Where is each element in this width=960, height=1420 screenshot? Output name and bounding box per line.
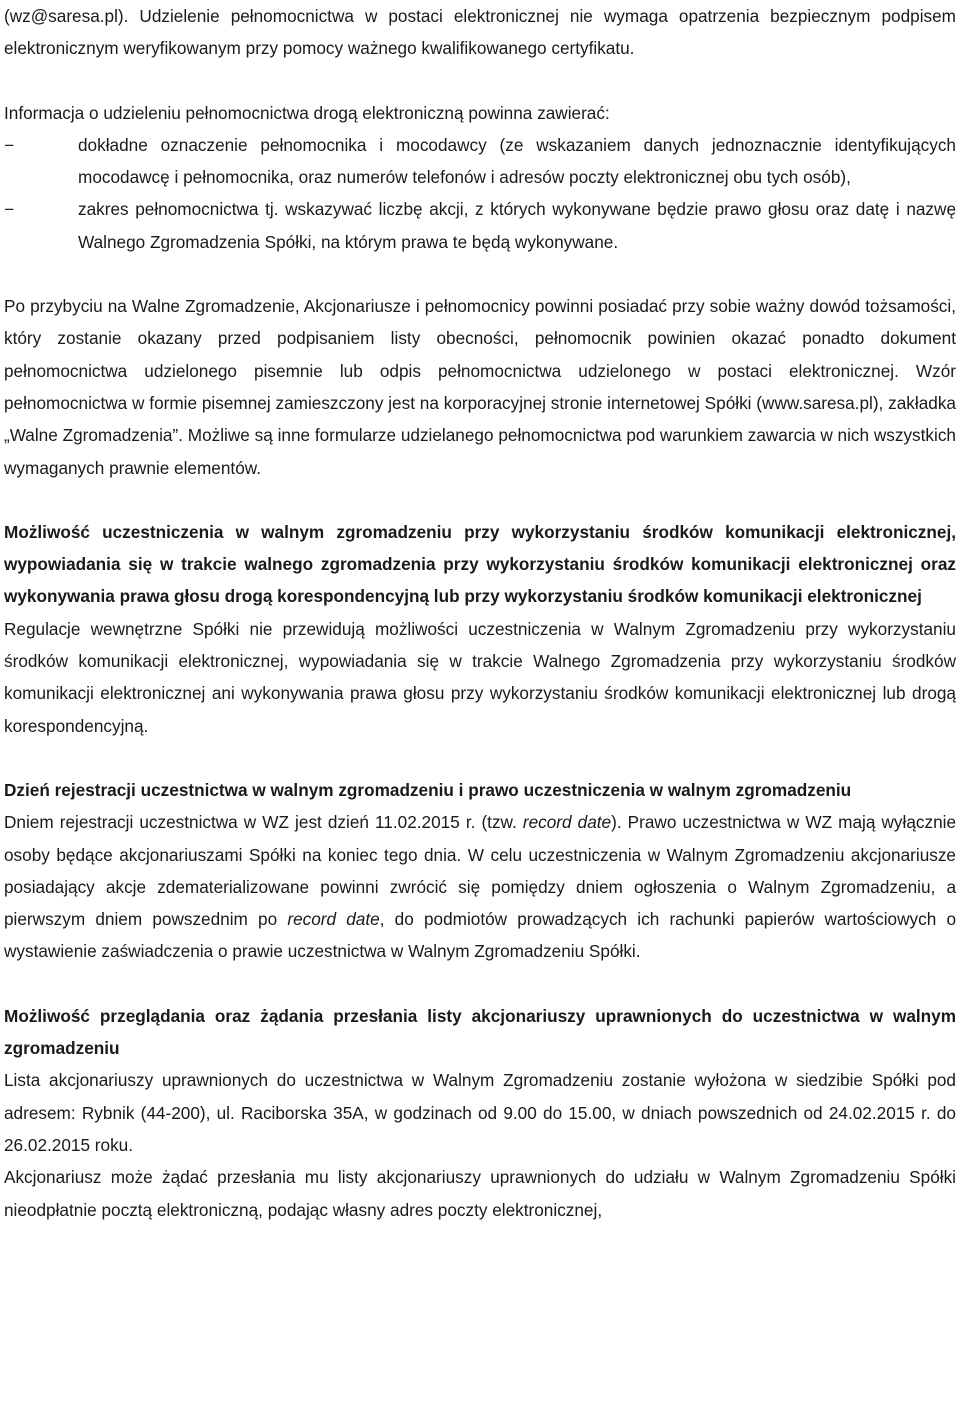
record-date-term: record date <box>287 909 380 930</box>
dash-bullet-icon: − <box>4 134 15 155</box>
registration-text-part: ). Prawo uczestnictwa w WZ mają wyłącznie osoby będące akcjonariuszami Spółki na koniec tego dnia. W celu uczestniczenia w Walnym Zgromadzeniu akcjonariusze posiadający akcje zdematerializowane powinni zwrócić się pomiędzy dniem ogłoszenia o Walnym Zgromadzeniu, a pierwszym dniem powszednim po <box>4 812 957 930</box>
list-item <box>4 193 956 258</box>
electronic-participation-body: Regulacje wewnętrzne Spółki nie przewidują możliwości uczestniczenia w Walnym Zgromadzeniu przy wykorzystaniu środków komunikacji elektronicznej, wypowiadania się w trakcie Walnego Zgromadzenia przy wykorzystaniu środków komunikacji elektronicznej ani wykonywania prawa głosu przy wykorzystaniu środków komunikacji elektronicznej lub drogą korespondencyjną. <box>4 618 956 736</box>
registration-text-part: , do podmiotów prowadzących ich rachunki papierów wartościowych o wystawienie zaświadczenia o prawie uczestnictwa w Walnym Zgromadzeniu Spółki. <box>4 909 956 962</box>
electronic-participation-heading: Możliwość uczestniczenia w walnym zgromadzeniu przy wykorzystaniu środków komunikacji elektronicznej, wypowiadania się w trakcie walnego zgromadzenia przy wykorzystaniu środków komunikacji elektronicznej oraz wykonywania prawa głosu drogą korespondencyjną lub przy wykorzystaniu środków komunikacji elektronicznej <box>4 521 956 607</box>
proxy-info-lead: Informacja o udzieleniu pełnomocnictwa drogą elektroniczną powinna zawierać: <box>4 102 610 123</box>
proxy-info-list <box>4 129 956 258</box>
intro-paragraph: (wz@saresa.pl). Udzielenie pełnomocnictwa w postaci elektronicznej nie wymaga opatrzenia bezpiecznym podpisem elektronicznym weryfikowanym przy pomocy ważnego kwalifikowanego certyfikatu. <box>4 6 956 59</box>
shareholder-list-body: Lista akcjonariuszy uprawnionych do uczestnictwa w Walnym Zgromadzeniu zostanie wyłożona w siedzibie Spółki pod adresem: Rybnik (44-200), ul. Raciborska 35A, w godzinach od 9.00 do 15.00, w dniach powszednich od 24.02.2015 r. do 26.02.2015 roku. <box>4 1070 956 1155</box>
arrival-paragraph: Po przybyciu na Walne Zgromadzenie, Akcjonariusze i pełnomocnicy powinni posiadać przy sobie ważny dowód tożsamości, który zostanie okazany przed podpisaniem listy obecności, pełnomocnik powinien okazać ponadto dokument pełnomocnictwa udzielonego pisemnie lub odpis pełnomocnictwa udzielonego w postaci elektronicznej. Wzór pełnomocnictwa w formie pisemnej zamieszczony jest na korporacyjnej stronie internetowej Spółki (www.saresa.pl), zakładka „Walne Zgromadzenia”. Możliwe są inne formularze udzielanego pełnomocnictwa pod warunkiem zawarcia w nich wszystkich wymaganych prawnie elementów. <box>4 296 956 478</box>
electronic-participation-section <box>4 516 956 742</box>
proxy-info-section <box>4 97 956 258</box>
list-item-text: zakres pełnomocnictwa tj. wskazywać liczbę akcji, z których wykonywane będzie prawo głosu oraz datę i nazwę Walnego Zgromadzenia Spółki, na którym prawa te będą wykonywane. <box>78 199 956 252</box>
shareholder-list-request: Akcjonariusz może żądać przesłania mu listy akcjonariuszy uprawnionych do udziału w Walnym Zgromadzeniu Spółki nieodpłatnie pocztą elektroniczną, podając własny adres poczty elektronicznej, <box>4 1167 956 1220</box>
record-date-term: record date <box>522 812 612 833</box>
registration-heading: Dzień rejestracji uczestnictwa w walnym zgromadzeniu i prawo uczestniczenia w walnym zgromadzeniu <box>4 779 852 800</box>
list-item-text: dokładne oznaczenie pełnomocnika i mocodawcy (ze wskazaniem danych jednoznacznie identyfikujących mocodawcę i pełnomocnika, oraz numerów telefonów i adresów poczty elektronicznej obu tych osób), <box>78 134 956 188</box>
registration-body <box>4 806 956 967</box>
registration-section <box>4 774 956 968</box>
dash-bullet-icon: − <box>4 199 15 220</box>
list-item <box>4 129 956 194</box>
registration-text-part: Dniem rejestracji uczestnictwa w WZ jest dzień 11.02.2015 r. (tzw. <box>4 812 523 833</box>
shareholder-list-section <box>4 1000 956 1226</box>
shareholder-list-heading: Możliwość przeglądania oraz żądania przesłania listy akcjonariuszy uprawnionych do uczestnictwa w walnym zgromadzeniu <box>4 1005 956 1059</box>
document-page <box>4 0 956 1226</box>
